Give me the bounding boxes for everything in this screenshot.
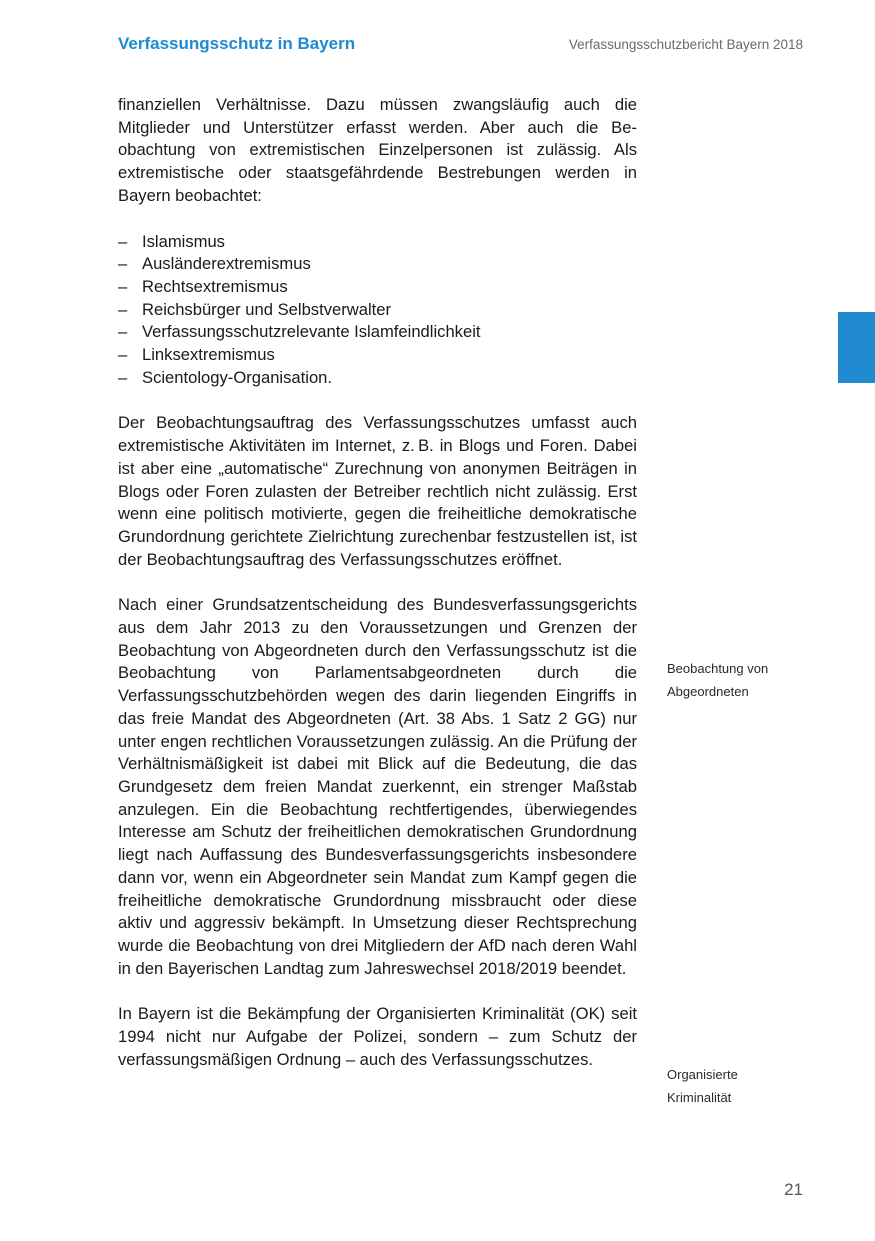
list-item-label: Reichsbürger und Selbstverwalter xyxy=(142,299,392,319)
list-item xyxy=(118,231,637,254)
list-item xyxy=(118,344,637,367)
header-section-title: Verfassungsschutz in Bayern xyxy=(118,34,356,53)
main-text-column xyxy=(118,94,637,1071)
list-item xyxy=(118,299,637,322)
observed-extremism-list xyxy=(118,231,637,390)
margin-note-organized-crime xyxy=(667,1064,817,1109)
header-report-title: Verfassungsschutzbericht Bayern 2018 xyxy=(568,37,803,52)
margin-note-line: Kriminalität xyxy=(667,1089,732,1105)
page-number: 21 xyxy=(784,1180,803,1199)
internet-paragraph: Der Beobachtungsauftrag des Verfassungsschutzes umfasst auch extremistische Aktivitäten im Internet, z. B. in Blogs und Foren. Dabei ist aber eine „automatische“ Zurechnung von anonymen Beiträgen in Blogs oder Foren zulasten der Betreiber rechtlich nicht zulässig. Erst wenn eine politisch motivierte, gegen die freiheitliche demokratische Grundordnung gerichtete Zielrichtung zurechenbar festzustellen ist, ist der Beobachtungsauftrag des Verfassungsschutzes eröffnet. xyxy=(118,413,637,569)
margin-note-abgeordnete xyxy=(667,658,817,703)
margin-note-line: Abgeordneten xyxy=(667,683,749,699)
list-dash: – xyxy=(118,231,128,251)
list-item-label: Islamismus xyxy=(142,231,225,251)
list-item xyxy=(118,367,637,390)
list-item-label: Ausländerextremismus xyxy=(142,254,311,274)
list-dash: – xyxy=(118,254,128,274)
list-item xyxy=(118,253,637,276)
list-dash: – xyxy=(118,367,128,387)
list-item-label: Linksextremismus xyxy=(142,345,275,365)
list-item xyxy=(118,321,637,344)
list-dash: – xyxy=(118,276,128,296)
intro-paragraph: finanziellen Verhältnisse. Dazu müssen zwangsläufig auch die Mitglieder und Unterstützer erfasst werden. Aber auch die Beobachtung von extremistischen Einzelpersonen ist zulässig. Als extremistische oder staatsgefährdende Bestrebungen werden in Bayern beobachtet: xyxy=(118,95,637,205)
list-dash: – xyxy=(118,322,128,342)
margin-note-line: Beobachtung von xyxy=(667,661,769,676)
list-dash: – xyxy=(118,299,128,319)
margin-note-line: Organisierte xyxy=(667,1067,738,1082)
list-item xyxy=(118,276,637,299)
organized-crime-paragraph: In Bayern ist die Bekämpfung der Organisierten Kriminalität (OK) seit 1994 nicht nur Aufgabe der Polizei, sondern – zum Schutz der verfassungsmäßigen Ordnung – auch des Verfassungsschutzes. xyxy=(118,1004,637,1069)
list-dash: – xyxy=(118,345,128,365)
list-item-label: Scientology-Organisation. xyxy=(142,367,333,387)
abgeordnete-paragraph: Nach einer Grundsatzentscheidung des Bundesverfassungsgerichts aus dem Jahr 2013 zu den Voraussetzungen und Grenzen der Beobachtung von Abgeordneten durch den Verfassungsschutz ist die Beobachtung von Parlamentsabgeordneten durch die Verfassungsschutzbehörden wegen des darin liegenden Eingriffs in das freie Mandat des Abgeordneten (Art. 38 Abs. 1 Satz 2 GG) nur unter engen rechtlichen Voraussetzungen zulässig. An die Prüfung der Verhältnismäßigkeit ist dabei mit Blick auf die Bedeutung, die das Grundgesetz dem freien Mandat zuerkennt, ein strenger Maßstab anzulegen. Ein die Beobachtung rechtfertigendes, überwiegendes Interesse am Schutz der freiheitlichen demokratischen Grundordnung liegt nach Auffassung des Bundesverfassungsgerichts insbesondere dann vor, wenn ein Abgeordneter sein Mandat zum Kampf gegen die freiheitliche demokratische Grundordnung missbraucht oder diese aktiv und aggressiv bekämpft. In Umsetzung dieser Rechtsprechung wurde die Beobachtung von drei Mitgliedern der AfD nach deren Wahl in den Bayerischen Landtag zum Jahreswechsel 2018/2019 beendet. xyxy=(118,595,637,978)
list-item-label: Verfassungsschutzrelevante Islamfeindlichkeit xyxy=(142,322,481,342)
list-item-label: Rechtsextremismus xyxy=(142,276,288,296)
chapter-tab-marker xyxy=(838,312,875,383)
